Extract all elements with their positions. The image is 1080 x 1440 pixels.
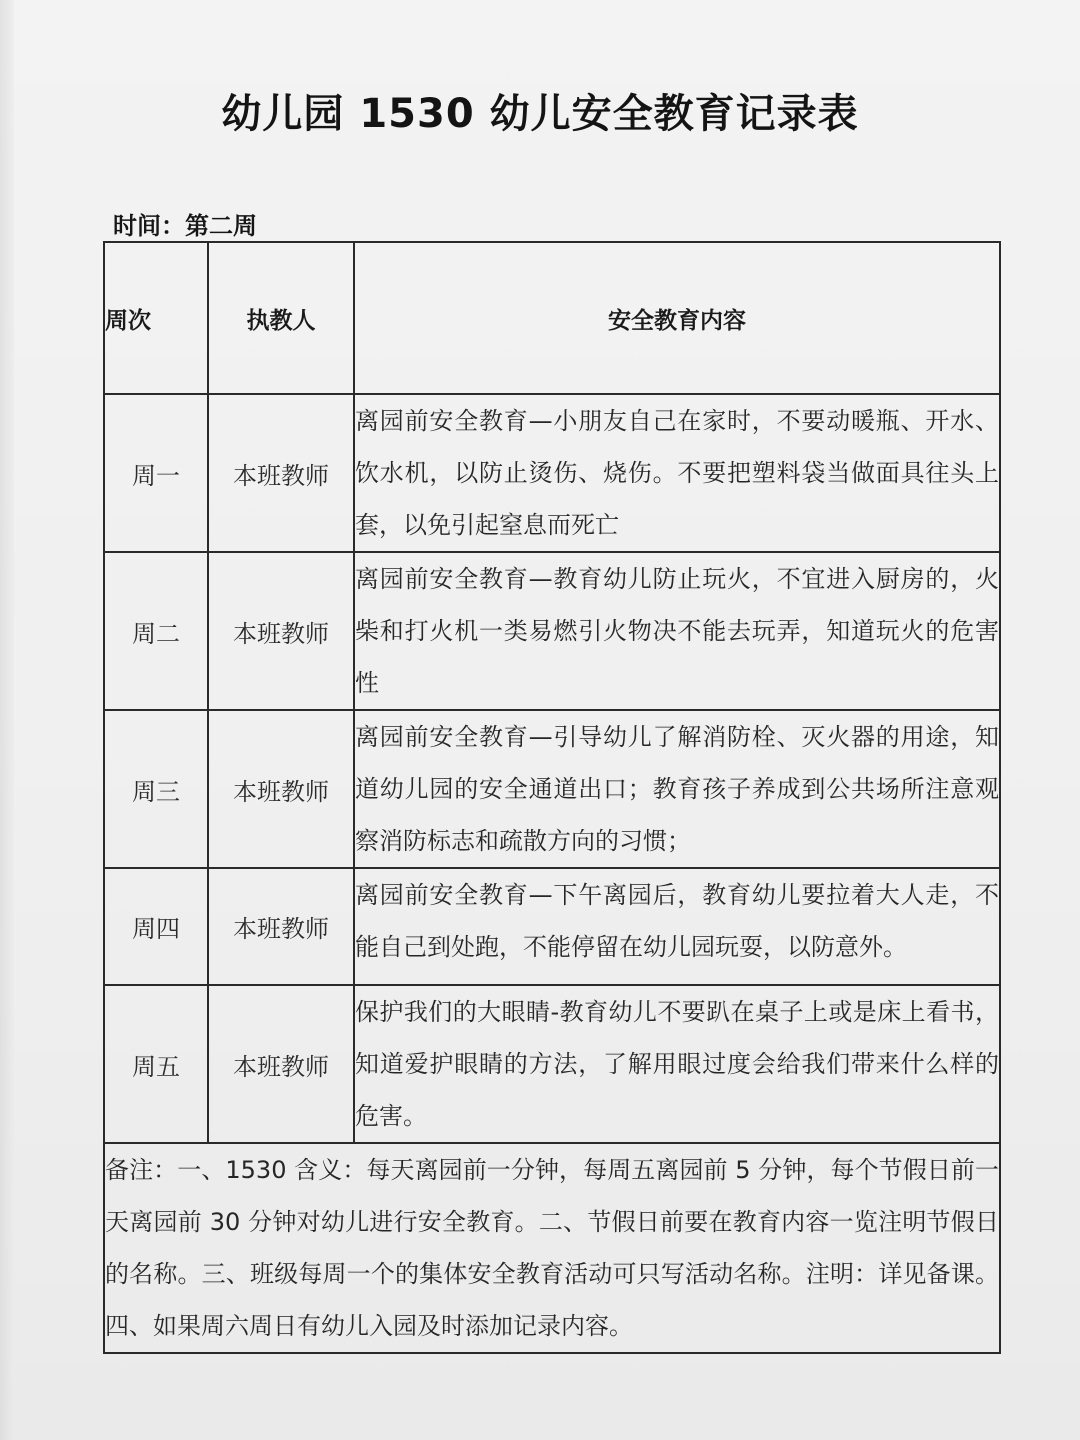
header-week: 周次 — [104, 242, 208, 394]
row-teacher: 本班教师 — [208, 552, 354, 710]
row-week: 周一 — [104, 394, 208, 552]
paper-edge-shadow — [0, 0, 14, 1440]
table-row — [104, 868, 1000, 985]
row-teacher: 本班教师 — [208, 868, 354, 985]
row-teacher: 本班教师 — [208, 710, 354, 868]
table-row — [104, 710, 1000, 868]
row-content: 离园前安全教育—教育幼儿防止玩火，不宜进入厨房的，火柴和打火机一类易燃引火物决不能去玩弄，知道玩火的危害性 — [354, 552, 1000, 710]
table-row — [104, 552, 1000, 710]
table-row — [104, 394, 1000, 552]
row-teacher: 本班教师 — [208, 985, 354, 1143]
document-title: 幼儿园 1530 幼儿安全教育记录表 — [221, 91, 859, 137]
time-label: 时间：第二周 — [113, 212, 257, 240]
remarks-note: 备注：一、1530 含义：每天离园前一分钟，每周五离园前 5 分钟，每个节假日前一天离园前 30 分钟对幼儿进行安全教育。二、节假日前要在教育内容一览注明节假日的名称。三、班级每周一个的集体安全教育活动可只写活动名称。注明：详见备课。四、如果周六周日有幼儿入园及时添加记录内容。 — [104, 1143, 1000, 1353]
row-content: 离园前安全教育—小朋友自己在家时，不要动暖瓶、开水、饮水机，以防止烫伤、烧伤。不要把塑料袋当做面具往头上套，以免引起窒息而死亡 — [354, 394, 1000, 552]
safety-record-table — [103, 241, 1001, 1354]
row-week: 周五 — [104, 985, 208, 1143]
row-week: 周四 — [104, 868, 208, 985]
row-content: 离园前安全教育—下午离园后，教育幼儿要拉着大人走，不能自己到处跑，不能停留在幼儿园玩耍，以防意外。 — [354, 868, 1000, 985]
note-row — [104, 1143, 1000, 1353]
row-week: 周二 — [104, 552, 208, 710]
row-content: 离园前安全教育—引导幼儿了解消防栓、灭火器的用途，知道幼儿园的安全通道出口；教育孩子养成到公共场所注意观察消防标志和疏散方向的习惯； — [354, 710, 1000, 868]
row-week: 周三 — [104, 710, 208, 868]
header-teacher: 执教人 — [208, 242, 354, 394]
row-teacher: 本班教师 — [208, 394, 354, 552]
table-header-row — [104, 242, 1000, 394]
row-content: 保护我们的大眼睛-教育幼儿不要趴在桌子上或是床上看书，知道爱护眼睛的方法，了解用眼过度会给我们带来什么样的危害。 — [354, 985, 1000, 1143]
header-content: 安全教育内容 — [354, 242, 1000, 394]
table-row — [104, 985, 1000, 1143]
